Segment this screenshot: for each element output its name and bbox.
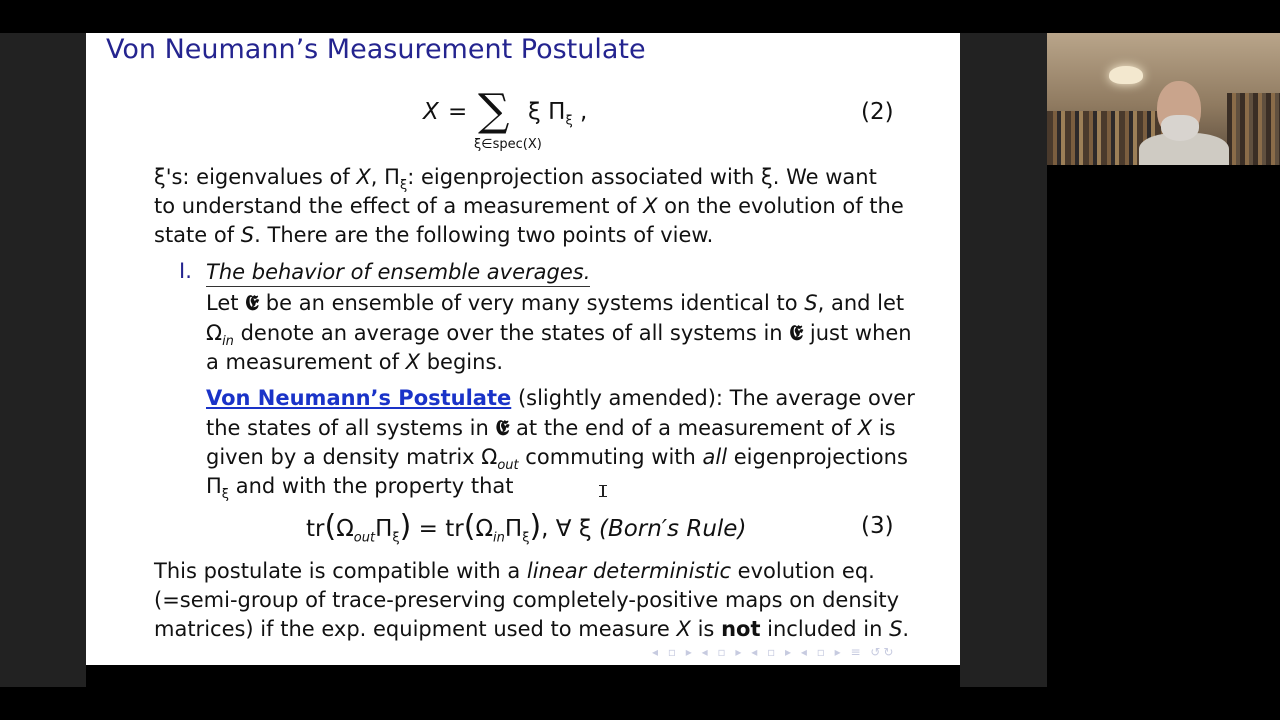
bottom-letterbox [0, 687, 1280, 720]
item-heading: The behavior of ensemble averages. [206, 259, 590, 287]
intro-line-1: ξ's: eigenvalues of X, $\Pi_\xi$: eigenprojection associated with ξ. We want [154, 165, 877, 194]
beamer-navigation-icons[interactable]: ◂ ▫ ▸ ◂ ▫ ▸ ◂ ▫ ▸ ◂ ▫ ▸ ≡ ↺↻ [652, 645, 897, 659]
postulate-paragraph [206, 384, 915, 501]
ensemble-line-2: $\Omega_{in}$ denote an average over the states of all systems in 𝕰 just when [206, 320, 912, 350]
slide-title: Von Neumann’s Measurement Postulate [106, 34, 646, 65]
text-cursor-icon [602, 485, 604, 497]
speaker-webcam-video[interactable] [1047, 33, 1280, 165]
intro-line-2: to understand the effect of a measurement of X on the evolution of the [154, 194, 904, 218]
closing-paragraph [154, 557, 909, 644]
speaker-beard [1161, 115, 1199, 141]
bookshelf-right [1227, 93, 1280, 165]
ensemble-paragraph [206, 288, 912, 377]
closing-line-1: This postulate is compatible with a linear deterministic evolution eq. [154, 559, 875, 583]
equation-2 [422, 85, 642, 159]
ensemble-line-3: a measurement of X begins. [206, 350, 504, 374]
equation-number-3: (3) [861, 513, 894, 539]
ensemble-line-1: Let 𝕰 be an ensemble of very many systems identical to S, and let [206, 290, 905, 315]
ceiling-lamp [1109, 66, 1143, 84]
eq2-lhs: X [423, 99, 439, 125]
closing-line-2: (=semi-group of trace-preserving completely-positive maps on density [154, 588, 900, 612]
left-gutter [0, 33, 86, 687]
intro-paragraph [154, 163, 904, 250]
eq2-rhs: ξ $\Pi_\xi$ , [528, 99, 588, 129]
right-side-pane [1047, 165, 1280, 687]
eq2-equals: = [448, 99, 468, 125]
equation-number-2: (2) [861, 99, 894, 125]
presentation-slide [86, 33, 960, 665]
right-gutter [960, 33, 1047, 687]
postulate-line-4: $\Pi_\xi$ and with the property that [206, 474, 514, 503]
postulate-line-2: the states of all systems in 𝕰 at the end of a measurement of X is [206, 415, 896, 440]
top-letterbox [0, 0, 1280, 33]
postulate-line-3: given by a density matrix $\Omega_{out}$ commuting with all eigenprojections [206, 445, 908, 474]
equation-3: $tr(\Omega_{out}\Pi_\xi) = tr(\Omega_{in}\Pi_\xi)$, ∀ ξ (Born′s Rule) [306, 509, 747, 546]
von-neumann-postulate-link[interactable]: Von Neumann’s Postulate [206, 386, 512, 410]
closing-line-3: matrices) if the exp. equipment used to measure X is not included in S. [154, 617, 910, 641]
eq2-sum-subscript: ξ∈spec(X) [474, 137, 542, 152]
sum-symbol: ∑ [478, 85, 510, 136]
postulate-line-1: Von Neumann’s Postulate (slightly amended): The average over [206, 386, 915, 410]
item-number: I. [179, 259, 192, 283]
intro-line-3: state of S. There are the following two points of view. [154, 223, 714, 247]
